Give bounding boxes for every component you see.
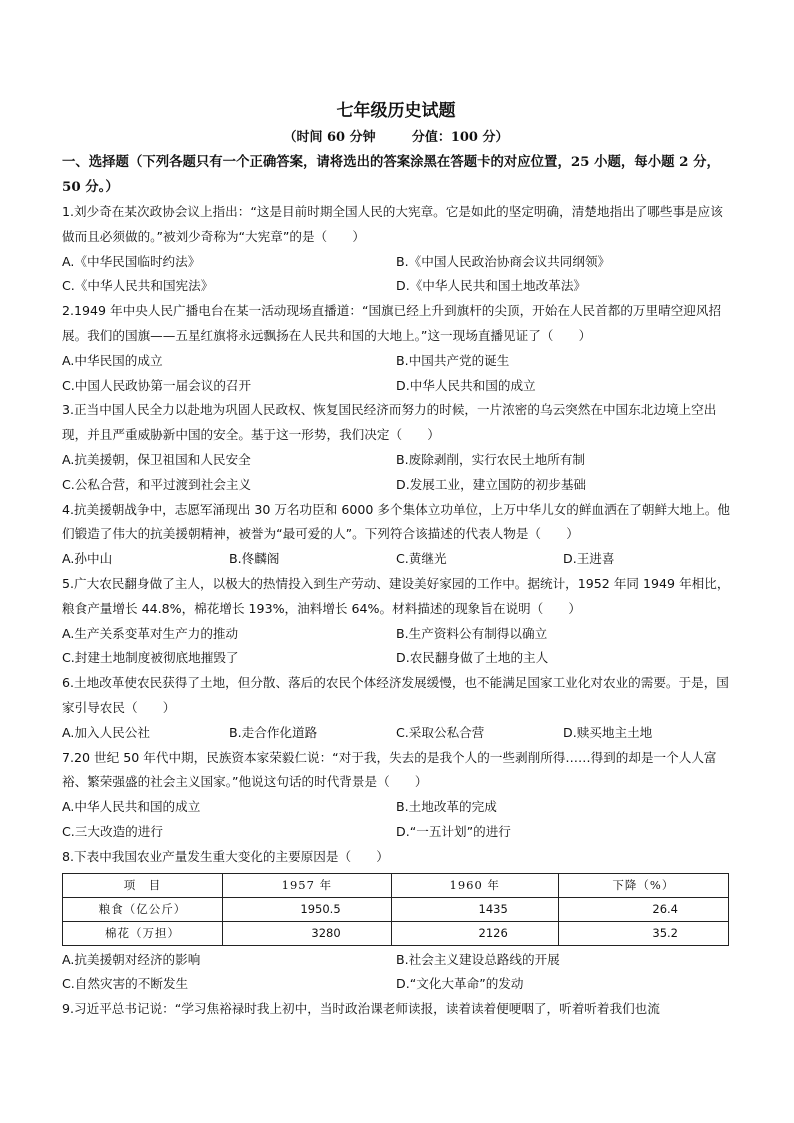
table-cell: 26.4 [558, 897, 728, 921]
table-header: 1957 年 [223, 873, 392, 897]
question-stem: 4.抗美援朝战争中，志愿军涌现出 30 万名功臣和 6000 多个集体立功单位，上万中华儿女的鲜血洒在了朝鲜大地上。他们锻造了伟大的抗美援朝精神，被誉为“最可爱的人”。下列符合该描述的代表人物是（ ） [62, 501, 731, 542]
option-b: B.生产资料公有制得以确立 [396, 625, 548, 641]
option-b: B.社会主义建设总路线的开展 [396, 951, 560, 967]
option-list [62, 547, 730, 572]
option-c: C.公私合营，和平过渡到社会主义 [62, 476, 252, 492]
option-a: A.生产关系变革对生产力的推动 [62, 625, 239, 641]
option-d: D.发展工业，建立国防的初步基础 [396, 476, 587, 492]
table-header-row [63, 873, 729, 897]
question-stem: 2.1949 年中央人民广播电台在某一活动现场直播道：“国旗已经上升到旗杆的尖顶，开始在人民首都的万里晴空迎风招展。我们的国旗——五星红旗将永远飘扬在人民共和国的大地上。”这一现场直播见证了（ ） [62, 303, 722, 343]
option-c: C.黄继光 [396, 551, 447, 567]
option-a: A.抗美援朝对经济的影响 [62, 951, 201, 967]
option-list [62, 721, 730, 746]
option-c: C.采取公私合营 [396, 724, 485, 740]
exam-time-score: （时间 60 分钟 分值：100 分） [283, 130, 509, 145]
option-list [62, 948, 730, 998]
option-d: D.中华人民共和国的成立 [396, 377, 536, 393]
question-stem: 8.下表中我国农业产量发生重大变化的主要原因是（ ） [62, 848, 389, 864]
question-stem: 1.刘少奇在某次政协会议上指出：“这是目前时期全国人民的大宪章。它是如此的坚定明确，清楚地指出了哪些事是应该做而且必须做的。”被刘少奇称为“大宪章”的是（ ） [62, 204, 723, 244]
question-stem: 6.土地改革使农民获得了土地，但分散、落后的农民个体经济发展缓慢，也不能满足国家工业化对农业的需要。于是，国家引导农民（ ） [62, 675, 729, 715]
table-cell: 35.2 [558, 921, 728, 945]
table-row [63, 897, 729, 921]
option-c: C.封建土地制度被彻底地摧毁了 [62, 650, 239, 666]
exam-page [62, 96, 730, 1022]
option-b: B.走合作化道路 [229, 724, 318, 740]
table-cell: 粮食（亿公斤） [63, 897, 223, 921]
option-b: B.《中国人民政治协商会议共同纲领》 [396, 253, 611, 269]
option-b: B.中国共产党的诞生 [396, 352, 510, 368]
table-cell: 1950.5 [223, 897, 392, 921]
option-b: B.佟麟阁 [229, 551, 280, 567]
table-header: 下降（%） [558, 873, 728, 897]
section-heading: 一、选择题（下列各题只有一个正确答案，请将选出的答案涂黑在答题卡的对应位置，25 小题，每小题 2 分，50 分。） [62, 154, 720, 195]
table-header: 项 目 [63, 873, 223, 897]
option-d: D.赎买地主土地 [563, 724, 653, 740]
option-c: C.《中华人民共和国宪法》 [62, 278, 214, 294]
table-cell: 3280 [223, 921, 392, 945]
option-d: D.“一五计划”的进行 [396, 823, 511, 839]
option-a: A.加入人民公社 [62, 724, 150, 740]
table-cell: 棉花（万担） [63, 921, 223, 945]
option-b: B.废除剥削，实行农民土地所有制 [396, 451, 585, 467]
option-a: A.抗美援朝，保卫祖国和人民安全 [62, 451, 251, 467]
table-cell: 2126 [391, 921, 558, 945]
option-list [62, 250, 730, 300]
option-list [62, 795, 730, 845]
option-c: C.自然灾害的不断发生 [62, 976, 189, 992]
option-d: D.农民翻身做了土地的主人 [396, 650, 549, 666]
table-header: 1960 年 [391, 873, 558, 897]
question-stem: 5.广大农民翻身做了主人，以极大的热情投入到生产劳动、建设美好家园的工作中。据统计，1952 年同 1949 年相比，粮食产量增长 44.8%，棉花增长 193%，油料增长 64%。材料描述的现象旨在说明（ ） [62, 575, 730, 616]
option-c: C.三大改造的进行 [62, 823, 163, 839]
table-row [63, 921, 729, 945]
question-stem: 3.正当中国人民全力以赴地为巩固人民政权、恢复国民经济而努力的时候，一片浓密的乌云突然在中国东北边境上空出现，并且严重威胁新中国的安全。基于这一形势，我们决定（ ） [62, 402, 717, 443]
option-list [62, 622, 730, 672]
option-list [62, 349, 730, 399]
option-c: C.中国人民政协第一届会议的召开 [62, 377, 252, 393]
option-list [62, 448, 730, 498]
question-stem: 9.习近平总书记说：“学习焦裕禄时我上初中，当时政治课老师读报，读着读着便哽咽了，听着听着我们也流 [62, 1001, 660, 1017]
question-stem: 7.20 世纪 50 年代中期，民族资本家荣毅仁说：“对于我，失去的是我个人的一些剥削所得……得到的却是一个人人富裕、繁荣强盛的社会主义国家。”他说这句话的时代背景是（ ） [62, 749, 717, 790]
table-cell: 1435 [391, 897, 558, 921]
option-d: D.王进喜 [563, 551, 615, 567]
option-b: B.土地改革的完成 [396, 799, 497, 815]
option-a: A.孙中山 [62, 551, 113, 567]
option-a: A.中华民国的成立 [62, 352, 163, 368]
option-a: A.《中华民国临时约法》 [62, 253, 201, 269]
option-d: D.“文化大革命”的发动 [396, 976, 524, 992]
page-title: 七年级历史试题 [336, 101, 456, 121]
option-d: D.《中华人民共和国土地改革法》 [396, 278, 587, 294]
option-a: A.中华人民共和国的成立 [62, 799, 201, 815]
production-table [62, 873, 729, 946]
